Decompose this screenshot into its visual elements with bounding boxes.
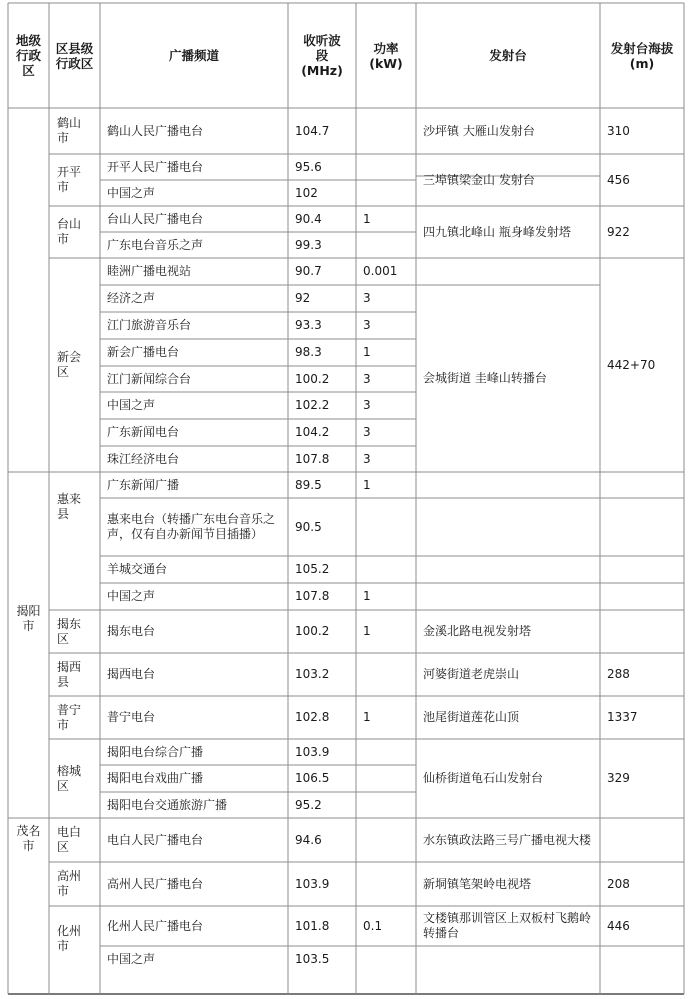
transmitter-cell: 池尾街道莲花山顶 [423,710,520,724]
transmitter-cell [416,258,600,285]
county-cell: 揭东区 [57,616,82,646]
transmitter-cell: 水东镇政法路三号广播电视大楼 [423,832,592,847]
power-cell [356,498,416,556]
power-cell: 1 [363,710,371,724]
county-cell: 惠来县 [57,492,82,521]
channel-cell: 中国之声 [107,185,156,200]
channel-cell: 揭东电台 [107,624,156,638]
power-cell [356,108,416,154]
altitude-cell: 288 [607,667,630,681]
frequency-cell: 102 [295,185,318,200]
frequency-cell: 100.2 [295,624,330,638]
power-cell: 1 [363,345,371,359]
header-transmitter: 发射台 [489,48,527,63]
channel-cell: 新会广播电台 [107,345,180,359]
header-altitude: 发射台海拔(m) [610,40,674,71]
frequency-cell: 90.4 [295,211,322,226]
altitude-cell: 329 [607,771,630,785]
frequency-cell: 90.7 [295,264,322,278]
altitude-cell [600,946,684,972]
altitude-cell [600,472,684,498]
county-cell: 普宁市 [57,702,82,732]
channel-cell: 广东新闻广播 [107,477,180,492]
altitude-cell: 1337 [607,710,638,724]
channel-cell: 中国之声 [107,951,156,966]
frequency-cell: 100.2 [295,371,330,386]
transmitter-cell [416,472,600,498]
power-cell: 1 [363,211,371,226]
power-cell [356,556,416,583]
power-cell [356,765,416,792]
frequency-cell: 98.3 [295,345,322,359]
power-cell [356,154,416,180]
transmitter-cell: 文楼镇那训管区上双板村飞鹅岭转播台 [423,911,592,940]
channel-cell: 化州人民广播电台 [107,918,204,933]
altitude-cell: 922 [607,224,630,239]
frequency-cell: 103.9 [295,876,330,891]
power-cell: 1 [363,477,371,492]
frequency-cell: 107.8 [295,589,330,603]
channel-cell: 广东新闻电台 [107,425,180,439]
transmitter-cell: 四九镇北峰山 瓶身峰发射塔 [423,224,571,239]
header-prefecture: 地级行政区 [15,33,41,78]
channel-cell: 电白人民广播电台 [107,832,204,847]
power-cell: 0.001 [363,264,398,278]
frequency-cell: 104.2 [295,425,330,439]
county-cell: 化州市 [57,924,82,953]
transmitter-cell: 河婆街道老虎崇山 [423,667,520,681]
frequency-cell: 94.6 [295,832,322,847]
channel-cell: 广东电台音乐之声 [107,237,204,252]
county-cell: 鹤山市 [57,116,82,145]
county-cell: 开平市 [57,165,82,194]
header-county: 区县级行政区 [55,40,94,71]
channel-cell: 睦洲广播电视站 [107,264,192,278]
power-cell [356,818,416,862]
power-cell [356,653,416,696]
transmitter-cell [416,498,600,556]
county-cell: 电白区 [57,825,82,854]
power-cell [356,792,416,818]
power-cell: 1 [363,589,371,603]
power-cell [356,946,416,972]
prefecture-cell: 揭阳市 [16,604,41,633]
frequency-cell: 104.7 [295,123,330,138]
channel-cell: 羊城交通台 [107,562,168,576]
channel-cell: 揭阳电台综合广播 [107,744,204,759]
altitude-cell [600,818,684,862]
frequency-cell: 103.9 [295,744,330,759]
altitude-cell [600,610,684,653]
altitude-cell: 456 [607,172,630,187]
channel-cell: 江门新闻综合台 [107,371,192,386]
frequency-cell: 102.2 [295,398,330,412]
altitude-cell [600,556,684,583]
frequency-cell: 95.2 [295,797,322,812]
power-cell: 3 [363,451,371,466]
channel-cell: 珠江经济电台 [107,451,180,466]
frequency-cell: 89.5 [295,477,322,492]
channel-cell: 台山人民广播电台 [107,211,204,226]
altitude-cell [600,583,684,610]
power-cell: 3 [363,291,371,305]
county-cell: 台山市 [57,217,82,246]
power-cell: 3 [363,425,371,439]
county-cell: 高州市 [57,869,82,898]
altitude-cell: 442+70 [607,357,656,372]
altitude-cell [600,498,684,556]
header-frequency: 收听波段(MHz) [301,33,343,78]
channel-cell: 中国之声 [107,398,156,412]
frequency-cell: 101.8 [295,918,330,933]
power-cell [356,232,416,258]
channel-cell: 江门旅游音乐台 [107,318,192,332]
transmitter-cell: 沙坪镇 大雁山发射台 [423,123,535,138]
header-channel: 广播频道 [168,48,219,63]
channel-cell: 惠来电台（转播广东电台音乐之声，仅有自办新闻节目插播） [107,512,276,541]
power-cell: 3 [363,318,371,332]
transmitter-cell [416,946,600,972]
channel-cell: 普宁电台 [107,710,156,724]
power-cell: 0.1 [363,918,383,933]
channel-cell: 中国之声 [107,589,156,603]
altitude-cell: 310 [607,123,630,138]
frequency-cell: 99.3 [295,237,322,252]
transmitter-cell: 三埠镇梁金山 发射台 [423,172,535,187]
county-cell: 榕城区 [57,763,82,793]
transmitter-cell: 新垌镇笔架岭电视塔 [423,876,532,891]
county-cell: 新会区 [57,350,82,379]
power-cell: 3 [363,371,371,386]
county-cell: 揭西县 [57,659,82,689]
altitude-cell: 208 [607,876,630,891]
transmitter-cell: 金溪北路电视发射塔 [423,624,532,638]
channel-cell: 开平人民广播电台 [107,159,204,174]
channel-cell: 鹤山人民广播电台 [107,123,204,138]
frequency-cell: 95.6 [295,159,322,174]
channel-cell: 经济之声 [107,291,156,305]
channel-cell: 揭阳电台戏曲广播 [107,771,204,785]
transmitter-cell: 会城街道 圭峰山转播台 [423,371,547,385]
frequency-cell: 103.2 [295,667,330,681]
channel-cell: 揭阳电台交通旅游广播 [107,797,228,812]
prefecture-cell: 茂名市 [16,824,41,853]
frequency-cell: 92 [295,291,311,305]
frequency-cell: 102.8 [295,710,330,724]
frequency-cell: 106.5 [295,771,330,785]
power-cell [356,862,416,906]
frequency-cell: 103.5 [295,951,330,966]
altitude-cell: 446 [607,918,630,933]
frequency-cell: 107.8 [295,451,330,466]
transmitter-cell: 仙桥街道龟石山发射台 [423,771,544,785]
transmitter-cell [416,583,600,610]
power-cell [356,739,416,765]
channel-cell: 揭西电台 [107,667,156,681]
channel-cell: 高州人民广播电台 [107,876,204,891]
frequency-cell: 90.5 [295,519,322,534]
power-cell [356,180,416,206]
power-cell: 1 [363,624,371,638]
header-power: 功率(kW) [369,40,403,71]
power-cell: 3 [363,398,371,412]
prefecture-cell [8,108,49,472]
frequency-cell: 105.2 [295,562,330,576]
transmitter-cell [416,556,600,583]
frequency-cell: 93.3 [295,318,322,332]
